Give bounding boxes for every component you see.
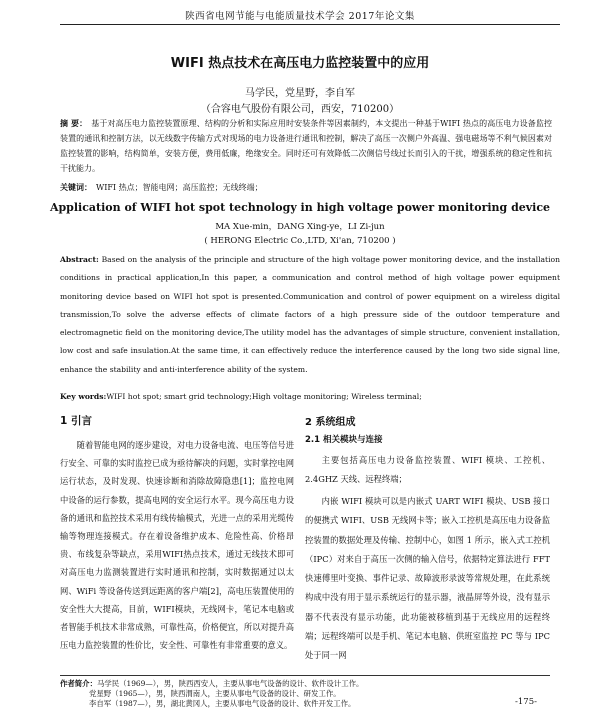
- chinese-abstract-label: 摘 要：: [60, 119, 88, 128]
- running-header: 陕西省电网节能与电能质量技术学会 2017年论文集: [185, 11, 415, 22]
- header-divider: [60, 24, 560, 25]
- chinese-affiliation: （合容电气股份有限公司，西安，710200）: [200, 104, 400, 115]
- chinese-keywords-text: WIFI 热点；智能电网；高压监控；无线终端；: [96, 183, 263, 192]
- english-keywords-text: WIFI hot spot; smart grid technology;High voltage monitoring; Wireless terminal;: [106, 392, 422, 401]
- section-2-1-heading: 2.1 相关模块与连接: [305, 435, 383, 445]
- english-authors: MA Xue-min，DANG Xing-ye，LI Zi-jun: [215, 222, 385, 232]
- english-title: Application of WIFI hot spot technology in high voltage power monitoring device: [49, 201, 551, 214]
- section-1-body: 随着智能电网的逐步建设，对电力设备电流、电压等信号进行安全、可靠的实时监控已成为亟待解决的问题，实时掌控电网运行状态，及时发现、快速诊断和消除故障隐患[1]；监控电网中设备的运行参数，提高电网的安全运行水平。现今高压电力设备的通讯和监控技术采用有线传输模式，光进一点的采用光缆传输等物理连接模式。存在着设备维护成本、危险性高、价格昂贵、布线复杂等缺点，采用WIFI热点技术，通过无线技术即可对高压电力监测装置进行实时通讯和控制，实时数据通过以太网、WiFi 等设备传送到远距离的客户端[2]，高电压装置使用的安全性大大提高，目前，WIFI模块，无线网卡，笔记本电脑或者智能手机技术非常成熟，可靠性高，价格便宜，所以对提升高压电力监控装置的性价比，安全性、可靠性有非常重要的意义。: [60, 440, 294, 651]
- english-abstract-label: Abstract:: [60, 255, 99, 264]
- chinese-title: WIFI 热点技术在高压电力监控装置中的应用: [170, 56, 430, 71]
- english-keywords-label: Key words:: [60, 392, 107, 401]
- chinese-authors: 马学民，党星野，李自军: [245, 88, 355, 99]
- english-keywords: [60, 392, 560, 401]
- chinese-keywords-label: 关键词：: [60, 183, 92, 192]
- footnote-line-1: 马学民（1969—），男，陕西西安人，主要从事电气设备的设计、软件设计工作。: [96, 679, 364, 688]
- footnote-label: 作者简介：: [60, 679, 97, 688]
- section-1-heading: 1 引言: [60, 415, 92, 427]
- chinese-keywords: [60, 182, 552, 193]
- chinese-abstract-text: 基于对高压电力监控装置原理、结构的分析和实际应用时安装条件等因素制约，本文提出一种基于WIFI 热点的高压电力设备监控装置的通讯和控制方法，以无线数字传输方式对现场的电力设备进行通讯和控制，解决了高压一次侧户外高温、强电磁场等不利气候因素对监控装置的影响，结构简单，安装方便，费用低廉，绝缘安全。同时还可有效降低二次侧信号线过长而引入的干扰，增强系统的稳定性和抗干扰能力。: [60, 119, 552, 173]
- section-2-para-2: 内嵌 WIFI 模块可以是内嵌式 UART WIFI 模块、USB 接口的便携式 WIFI、USB 无线网卡等；嵌入工控机是高压电力设备监控装置的数据处理及传输、控制中心，如图 1 所示，嵌入式工控机（IPC）对来自于高压一次侧的输入信号，依据特定算法进行 FFT 快速傅里叶变换、事件记录、故障波形录波等常规处理，在此系统构成中没有用于显示系统运行的显示器，液晶屏等外设，没有显示器不代表没有显示功能，此功能被移植到基于无线应用的远程终端；远程终端可以是手机、笔记本电脑、供班室监控 PC 等与 IPC 处于同一网: [305, 496, 550, 661]
- chinese-abstract: [60, 116, 552, 176]
- footnote-author-3: 李自军（1987—），男，湖北黄冈人，主要从事电气设备的设计、软件开发工作。: [89, 699, 356, 708]
- english-abstract: [60, 251, 560, 379]
- section-2-para-1: 主要包括高压电力设备监控装置、WIFI 模块、工控机、2.4GHZ 天线、远程终端；: [305, 455, 550, 484]
- footnote-author-2: 党星野（1965—），男，陕西渭南人，主要从事电气设备的设计、研发工作。: [89, 689, 341, 698]
- section-2-heading: 2 系统组成: [305, 417, 356, 428]
- english-abstract-text: Based on the analysis of the principle and structure of the high voltage power monitoring device, and the installation conditions in practical application,In this paper, a communication and control method of high voltage power equipment monitoring device based on WIFI hot spot is presented.Communication and control of power equipment on a wireless digital transmission,To solve the adverse effects of climate factors of a high pressure side of the outdoor temperature and electromagnetic field on the monitoring device,The utility model has the advantages of simple structure, convenient installation, low cost and safe insulation.At the same time, it can effectively reduce the interference caused by the long two side signal line, enhance the stability and anti-interference ability of the system.: [60, 255, 560, 374]
- english-affiliation: ( HERONG Electric Co.,LTD, Xi'an, 710200 ): [204, 236, 396, 246]
- footnote-divider: [60, 675, 550, 676]
- page-number: -175-: [515, 697, 537, 707]
